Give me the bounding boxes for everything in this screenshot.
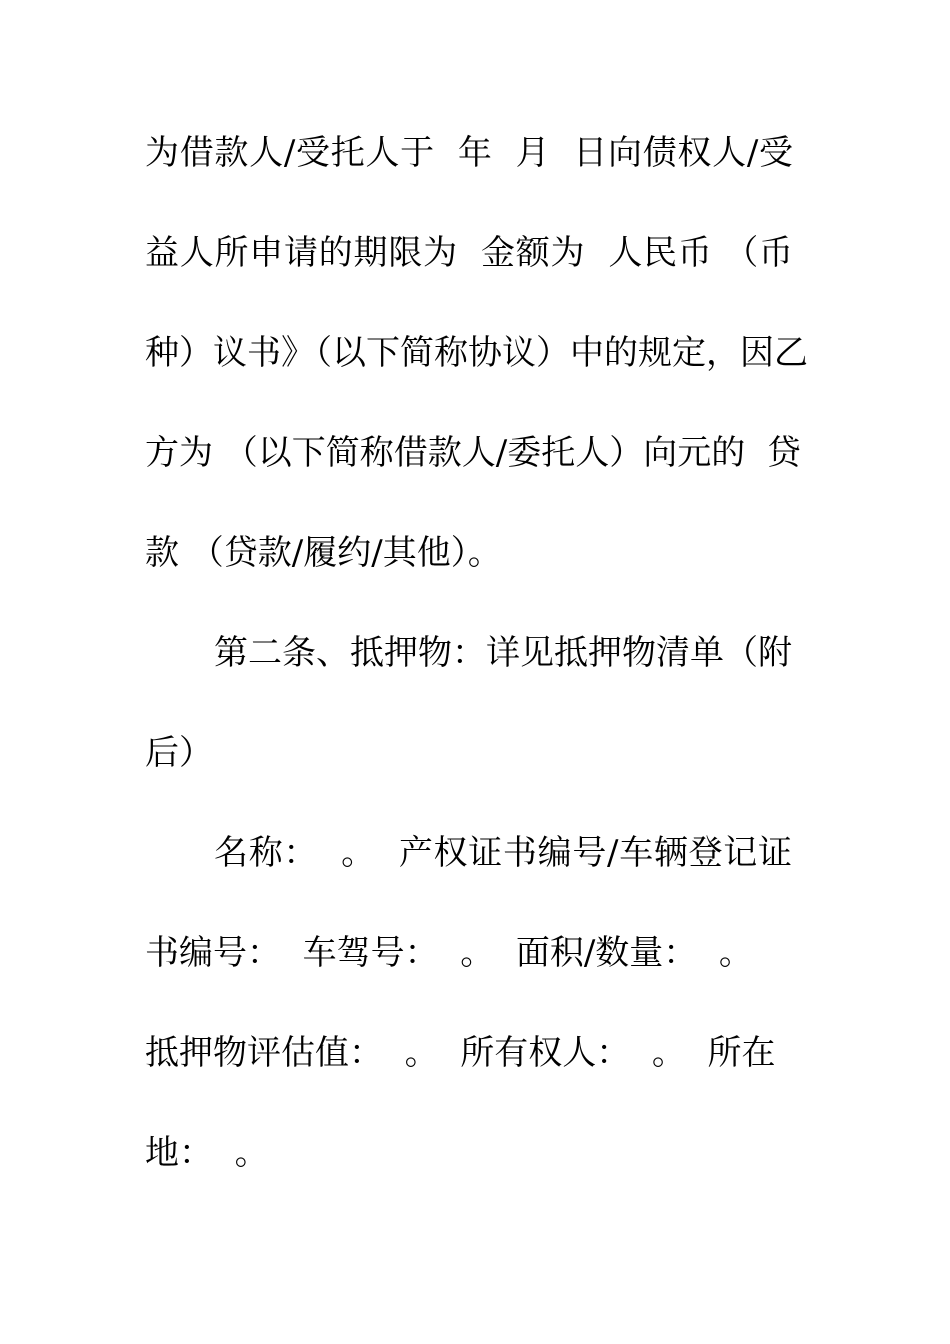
body-text-line: 为借款人/受托人于 年 月 日向债权人/受 (145, 133, 793, 173)
body-text-line: 方为 （以下简称借款人/委托人）向元的 贷 (145, 433, 801, 473)
body-text-line: 书编号： 车驾号： 。 面积/数量： 。 (145, 933, 753, 973)
body-text-line: 种）议书》（以下简称协议）中的规定，因乙 (145, 333, 808, 373)
article-heading-line: 第二条、抵押物：详见抵押物清单（附 (214, 633, 792, 673)
body-text-line: 抵押物评估值： 。 所有权人： 。 所在 (145, 1033, 776, 1073)
body-text-line: 后） (145, 733, 213, 773)
body-text-line: 益人所申请的期限为 金额为 人民币 （币 (145, 233, 793, 273)
body-text-line: 地： 。 (145, 1133, 269, 1173)
body-text-line: 名称： 。 产权证书编号/车辆登记证 (214, 833, 792, 873)
body-text-line: 款 （贷款/履约/其他）。 (145, 533, 502, 573)
